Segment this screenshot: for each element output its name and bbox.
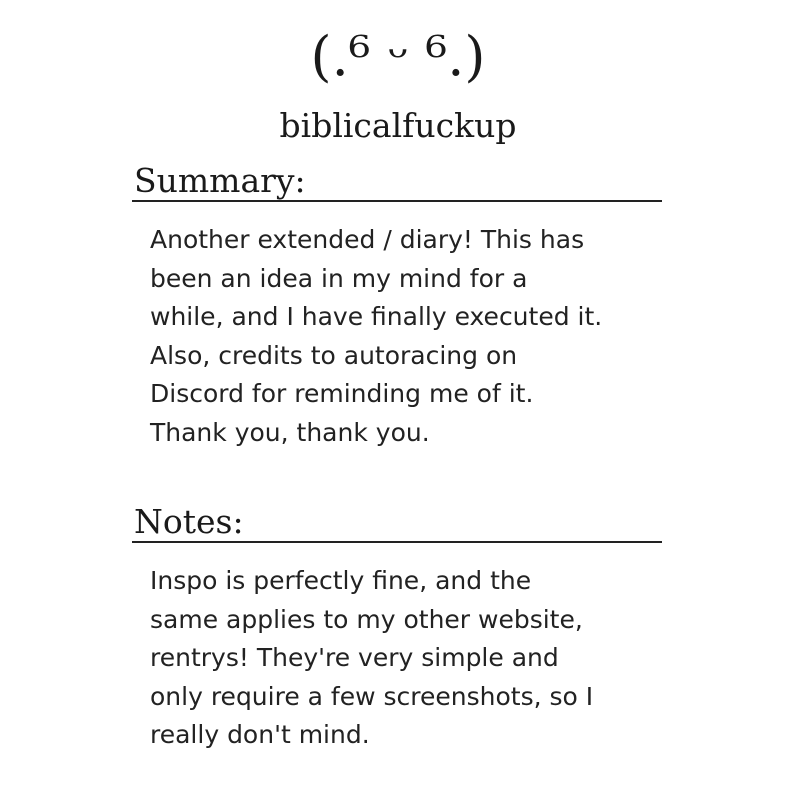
summary-heading: Summary: <box>132 162 662 202</box>
notes-line: rentrys! They're very simple and <box>150 643 559 673</box>
username-title: biblicalfuckup <box>279 106 517 145</box>
kaomoji-header: (.⁶ ᵕ ⁶.) <box>310 25 486 88</box>
notes-line: Inspo is perfectly fine, and the <box>150 566 532 595</box>
notes-heading: Notes: <box>132 503 662 543</box>
summary-line: Discord for reminding me of it. <box>150 379 534 409</box>
notes-body <box>150 562 670 755</box>
summary-line: while, and I have finally executed it. <box>150 302 603 332</box>
summary-line: been an idea in my mind for a <box>150 263 528 293</box>
summary-body <box>150 221 670 453</box>
summary-line: Thank you, thank you. <box>150 417 430 447</box>
notes-line: only require a few screenshots, so I <box>150 681 594 711</box>
notes-line: same applies to my other website, <box>150 604 583 634</box>
summary-line: Also, credits to autoracing on <box>150 340 518 370</box>
notes-line: really don't mind. <box>150 720 370 750</box>
summary-line: Another extended / diary! This has <box>150 225 585 254</box>
